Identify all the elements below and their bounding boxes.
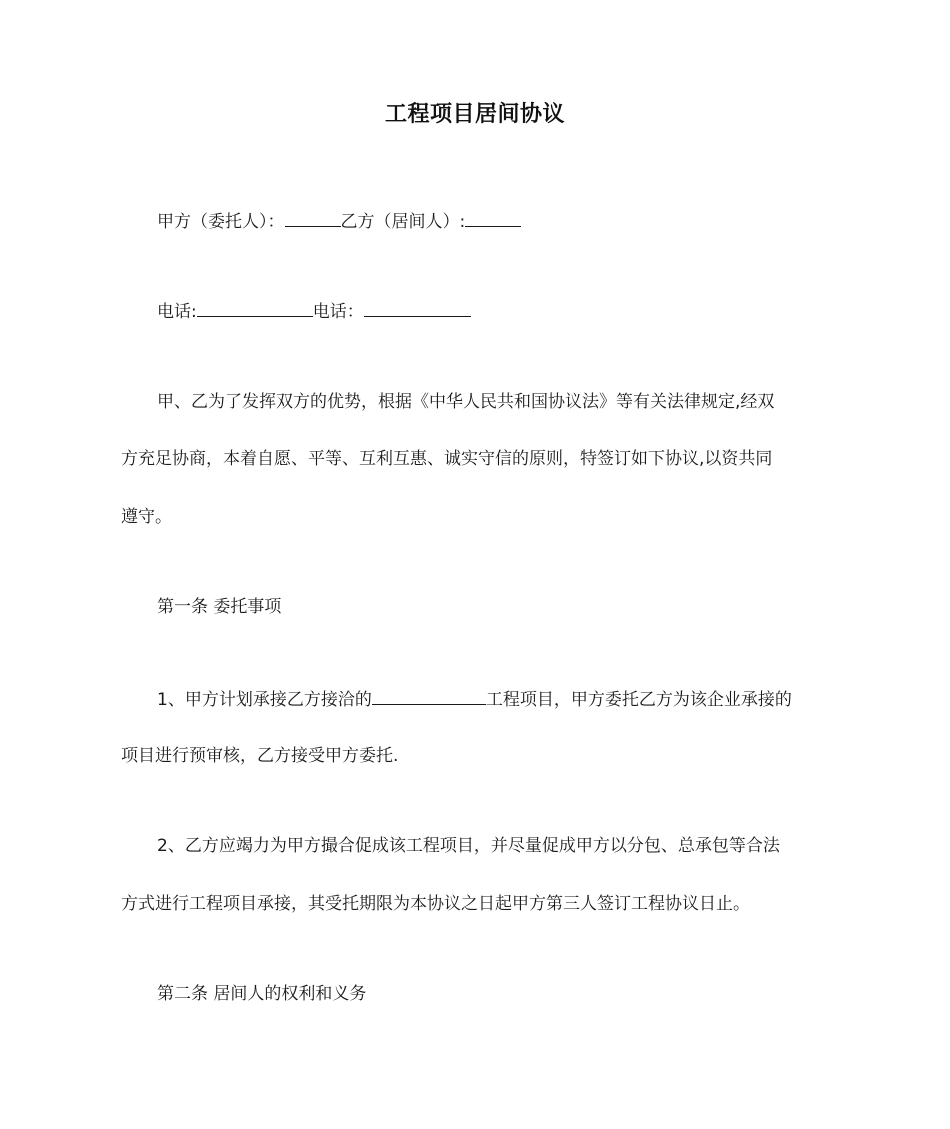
article-1-item-2-line-1: 2、乙方应竭力为甲方撮合促成该工程项目，并尽量促成甲方以分包、总承包等合法 bbox=[157, 836, 780, 856]
article-1-item-1-line-2: 项目进行预审核，乙方接受甲方委托. bbox=[121, 746, 399, 766]
party-a-blank bbox=[285, 208, 341, 227]
party-b-label: 乙方（居间人）: bbox=[340, 212, 466, 232]
phone-b-label: 电话： bbox=[312, 302, 364, 322]
parties-line bbox=[157, 208, 521, 234]
phone-a-blank bbox=[197, 298, 313, 317]
party-b-blank bbox=[465, 208, 521, 227]
article-2-heading: 第二条 居间人的权利和义务 bbox=[157, 984, 367, 1004]
document-title: 工程项目居间协议 bbox=[384, 102, 565, 127]
phone-b-blank bbox=[364, 298, 471, 317]
phone-a-label: 电话: bbox=[157, 302, 197, 322]
preamble-line-2: 方充足协商，本着自愿、平等、互利互惠、诚实守信的原则，特签订如下协议,以资共同 bbox=[121, 449, 773, 469]
preamble-line-1: 甲、乙为了发挥双方的优势，根据《中华人民共和国协议法》等有关法律规定,经双 bbox=[157, 392, 775, 412]
project-name-blank bbox=[372, 686, 486, 705]
party-a-label: 甲方（委托人）： bbox=[157, 212, 285, 232]
article-1-item-2-line-2: 方式进行工程项目承接，其受托期限为本协议之日起甲方第三人签订工程协议日止。 bbox=[121, 894, 750, 914]
item-1-text-after: 工程项目，甲方委托乙方为该企业承接的 bbox=[485, 690, 792, 710]
item-1-text-before: 1、甲方计划承接乙方接洽的 bbox=[157, 690, 372, 710]
phone-line bbox=[157, 298, 471, 324]
article-1-item-1-line-1 bbox=[157, 686, 792, 712]
article-1-heading: 第一条 委托事项 bbox=[157, 597, 282, 617]
preamble-line-3: 遵守。 bbox=[121, 507, 172, 527]
